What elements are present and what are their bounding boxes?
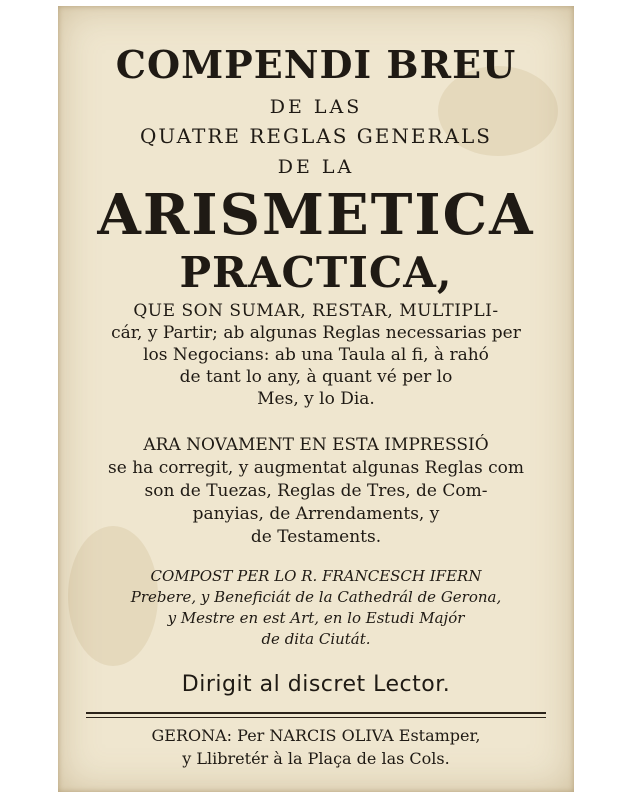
author-paragraph: [78, 566, 554, 650]
subtitle-de-las: DE LAS: [269, 96, 363, 118]
subtitle-quatre-reglas: QUATRE REGLAS GENERALS: [140, 124, 492, 148]
edition-paragraph: [78, 434, 554, 549]
imprint-line: y Llibretér à la Plaça de las Cols.: [182, 749, 450, 768]
dedication-line: Dirigit al discret Lector.: [181, 672, 451, 697]
author-line: Prebere, y Beneficiát de la Cathedrál de Gerona,: [130, 588, 502, 606]
description-line: Mes, y lo Dia.: [257, 389, 375, 409]
description-line: cár, y Partir; ab algunas Reglas necessarias per: [111, 323, 521, 343]
description-line: de tant lo any, à quant vé per lo: [179, 367, 453, 387]
edition-line: se ha corregit, y augmentat algunas Reglas com: [108, 458, 524, 478]
title-arismetica: ARISMETICA: [97, 182, 535, 248]
imprint-rule-thin: [86, 717, 546, 718]
title-practica: PRACTICA,: [179, 248, 453, 297]
title-compendi-breu: COMPENDI BREU: [115, 42, 517, 87]
edition-line: de Testaments.: [250, 527, 382, 547]
edition-line: son de Tuezas, Reglas de Tres, de Com-: [144, 481, 488, 501]
description-line: QUE SON SUMAR, RESTAR, MULTIPLI-: [133, 301, 499, 321]
description-paragraph: [78, 300, 554, 410]
subtitle-de-la: DE LA: [277, 156, 355, 178]
book-title-page: [58, 6, 574, 792]
imprint-paragraph: [78, 724, 554, 770]
author-line: COMPOST PER LO R. FRANCESCH IFERN: [150, 567, 482, 585]
author-line: y Mestre en est Art, en lo Estudi Majór: [167, 609, 465, 627]
description-line: los Negocians: ab una Taula al fi, à rahó: [143, 345, 489, 365]
edition-line: ARA NOVAMENT EN ESTA IMPRESSIÓ: [143, 435, 489, 455]
imprint-rule: [86, 712, 546, 714]
edition-line: panyias, de Arrendaments, y: [192, 504, 440, 524]
imprint-line: GERONA: Per NARCIS OLIVA Estamper,: [151, 726, 481, 745]
author-line: de dita Ciutát.: [261, 630, 371, 648]
